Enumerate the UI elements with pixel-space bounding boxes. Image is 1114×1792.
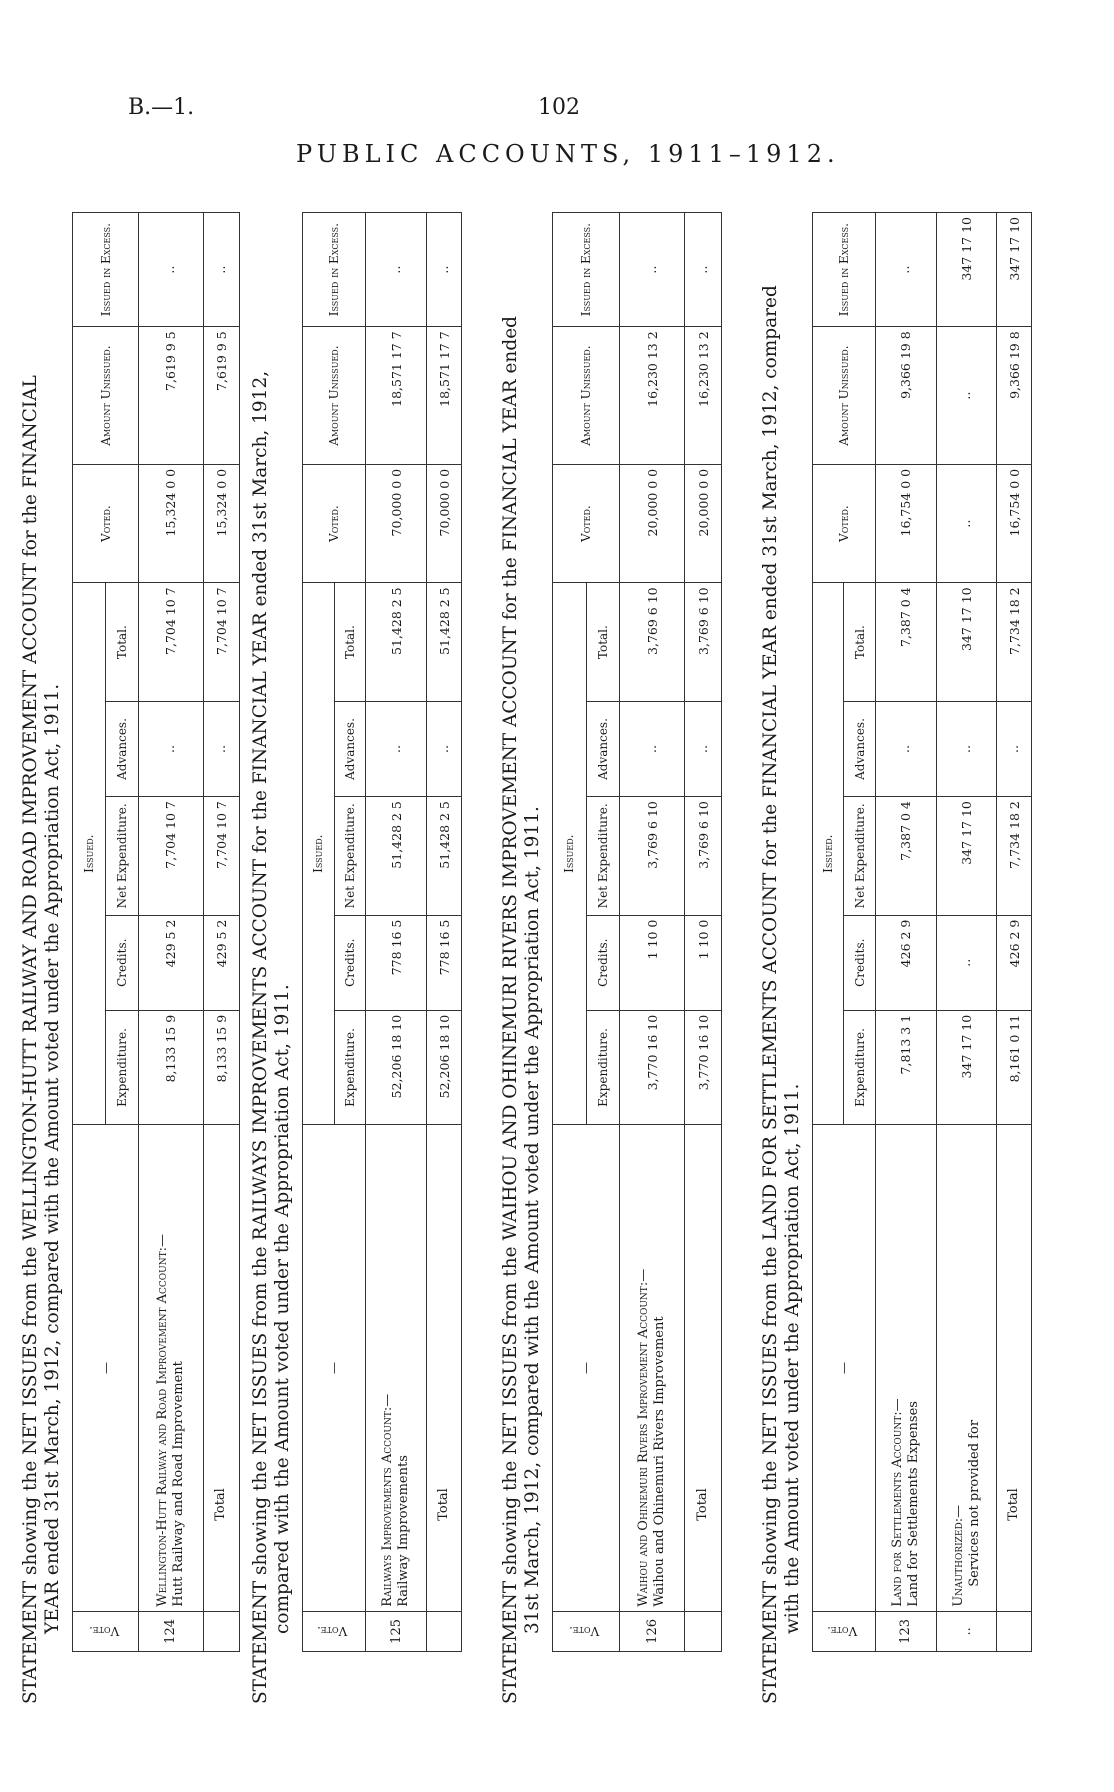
advances-cell: .. [203, 701, 239, 796]
excess-cell: .. [875, 213, 936, 327]
advances-header: Advances. [334, 701, 366, 796]
row-description [936, 1125, 997, 1612]
voted-cell: 70,000 0 0 [427, 464, 462, 583]
statement-4 [760, 200, 1022, 1710]
total-cell: 7,704 10 7 [203, 583, 239, 702]
net-header: Net Expenditure. [334, 797, 366, 916]
vote-number: .. [936, 1611, 997, 1651]
voted-header: Voted. [553, 464, 620, 583]
credits-header: Credits. [844, 915, 875, 1010]
expenditure-cell: 8,161 0 11 [997, 1010, 1032, 1124]
excess-cell: .. [685, 213, 722, 327]
total-label: Total [685, 1125, 722, 1612]
excess-cell: 347 17 10 [997, 213, 1032, 327]
credits-cell: 778 16 5 [427, 915, 462, 1010]
total-header: Total. [106, 583, 139, 702]
credits-cell: 426 2 9 [875, 915, 936, 1010]
vote-header: Vote. [553, 1611, 620, 1651]
net-cell: 7,704 10 7 [139, 797, 203, 916]
excess-cell: 347 17 10 [936, 213, 997, 327]
account-heading: Wellington-Hutt Railway and Road Improvement Account:— [154, 1233, 170, 1607]
advances-cell: .. [997, 701, 1032, 796]
expenditure-cell: 8,133 15 9 [203, 1010, 239, 1124]
expenditure-header: Expenditure. [586, 1010, 620, 1124]
vote-number: 125 [366, 1611, 427, 1651]
statement-3 [500, 200, 711, 1710]
issued-header: Issued. [73, 583, 106, 1125]
voted-header: Voted. [73, 464, 139, 583]
unissued-header: Amount Unissued. [73, 327, 139, 465]
row-label: Waihou and Ohinemuri Rivers Improvement [652, 1316, 668, 1607]
dash-header: — [553, 1125, 620, 1612]
unissued-cell: 9,366 19 8 [997, 327, 1032, 465]
statement-table [552, 212, 722, 1652]
caption-line-2: compared with the Amount voted under the Appropriation Act, 1911. [272, 984, 293, 1634]
statement-2 [250, 200, 452, 1710]
row-description [366, 1125, 427, 1612]
net-cell: 51,428 2 5 [366, 797, 427, 916]
voted-header: Voted. [813, 464, 876, 583]
net-cell: 3,769 6 10 [685, 797, 722, 916]
expenditure-cell: 3,770 16 10 [685, 1010, 722, 1124]
total-cell: 7,734 18 2 [997, 583, 1032, 702]
dash-header: — [73, 1125, 139, 1612]
caption-line-1: STATEMENT showing the NET ISSUES from the RAILWAYS IMPROVEMENTS ACCOUNT for the FINANCIAL YEAR ended 31st March, 1912, [250, 370, 271, 1704]
unissued-header: Amount Unissued. [303, 327, 366, 465]
total-header: Total. [586, 583, 620, 702]
net-header: Net Expenditure. [844, 797, 875, 916]
net-cell: 3,769 6 10 [620, 797, 685, 916]
statement-table [302, 212, 462, 1652]
caption-line-2: 31st March, 1912, compared with the Amount voted under the Appropriation Act, 1911. [522, 806, 543, 1634]
expenditure-cell: 7,813 3 1 [875, 1010, 936, 1124]
total-header: Total. [334, 583, 366, 702]
voted-cell: .. [936, 464, 997, 583]
unissued-cell: 9,366 19 8 [875, 327, 936, 465]
total-row [427, 213, 462, 1652]
table-row [936, 213, 997, 1652]
voted-cell: 15,324 0 0 [203, 464, 239, 583]
total-row [997, 213, 1032, 1652]
advances-header: Advances. [586, 701, 620, 796]
expenditure-header: Expenditure. [844, 1010, 875, 1124]
statement-table [72, 212, 240, 1652]
rotated-statements [20, 200, 1090, 1710]
total-label: Total [203, 1125, 239, 1612]
excess-header: Issued in Excess. [73, 213, 139, 327]
total-cell: 7,387 0 4 [875, 583, 936, 702]
net-header: Net Expenditure. [586, 797, 620, 916]
vote-number: 123 [875, 1611, 936, 1651]
credits-header: Credits. [586, 915, 620, 1010]
net-header: Net Expenditure. [106, 797, 139, 916]
vote-number: 126 [620, 1611, 685, 1651]
page-code: B.—1. [128, 95, 195, 120]
advances-cell: .. [875, 701, 936, 796]
total-label: Total [997, 1125, 1032, 1612]
row-label: Hutt Railway and Road Improvement [170, 1361, 186, 1607]
total-cell: 51,428 2 5 [366, 583, 427, 702]
row-label: Land for Settlements Expenses [905, 1401, 921, 1607]
caption-line-1: STATEMENT showing the NET ISSUES from the WAIHOU AND OHINEMURI RIVERS IMPROVEMENT ACCOUNT for the FINANCIAL YEAR ended [500, 316, 521, 1704]
excess-cell: .. [620, 213, 685, 327]
voted-cell: 16,754 0 0 [997, 464, 1032, 583]
total-cell: 347 17 10 [936, 583, 997, 702]
advances-cell: .. [366, 701, 427, 796]
row-description [620, 1125, 685, 1612]
voted-header: Voted. [303, 464, 366, 583]
net-cell: 7,704 10 7 [203, 797, 239, 916]
unissued-cell: 18,571 17 7 [427, 327, 462, 465]
account-heading: Land for Settlements Account:— [889, 1398, 905, 1607]
table-row [366, 213, 427, 1652]
vote-header: Vote. [73, 1611, 139, 1651]
credits-header: Credits. [106, 915, 139, 1010]
dash-header: — [303, 1125, 366, 1612]
voted-cell: 15,324 0 0 [139, 464, 203, 583]
unissued-cell: 18,571 17 7 [366, 327, 427, 465]
total-label: Total [427, 1125, 462, 1612]
unissued-cell: 7,619 9 5 [139, 327, 203, 465]
issued-header: Issued. [813, 583, 844, 1125]
credits-cell: 429 5 2 [139, 915, 203, 1010]
row-description [139, 1125, 203, 1612]
caption-line-2: with the Amount voted under the Appropriation Act, 1911. [782, 1083, 803, 1634]
voted-cell: 20,000 0 0 [620, 464, 685, 583]
unissued-cell: 16,230 13 2 [685, 327, 722, 465]
unissued-cell: 16,230 13 2 [620, 327, 685, 465]
net-cell: 7,387 0 4 [875, 797, 936, 916]
dash-header: — [813, 1125, 876, 1612]
unissued-header: Amount Unissued. [813, 327, 876, 465]
total-header: Total. [844, 583, 875, 702]
caption-line-1: STATEMENT showing the NET ISSUES from the WELLINGTON-HUTT RAILWAY AND ROAD IMPROVEMENT ACCOUNT for the FINANCIAL [20, 375, 41, 1704]
excess-cell: .. [203, 213, 239, 327]
net-cell: 7,734 18 2 [997, 797, 1032, 916]
unissued-cell: .. [936, 327, 997, 465]
advances-header: Advances. [844, 701, 875, 796]
page-title: PUBLIC ACCOUNTS, 1911–1912. [296, 140, 840, 168]
voted-cell: 20,000 0 0 [685, 464, 722, 583]
caption-line-2: YEAR ended 31st March, 1912, compared with the Amount voted under the Appropriation Act, 1911. [42, 683, 63, 1634]
credits-cell: 1 10 0 [620, 915, 685, 1010]
statement-caption [500, 200, 544, 1710]
excess-header: Issued in Excess. [553, 213, 620, 327]
voted-cell: 70,000 0 0 [366, 464, 427, 583]
total-cell: 3,769 6 10 [685, 583, 722, 702]
expenditure-cell: 52,206 18 10 [427, 1010, 462, 1124]
excess-cell: .. [427, 213, 462, 327]
unissued-header: Amount Unissued. [553, 327, 620, 465]
row-description [875, 1125, 936, 1612]
total-row [203, 213, 239, 1652]
voted-cell: 16,754 0 0 [875, 464, 936, 583]
credits-cell: 1 10 0 [685, 915, 722, 1010]
total-cell: 51,428 2 5 [427, 583, 462, 702]
credits-cell: 429 5 2 [203, 915, 239, 1010]
row-label: Railway Improvements [396, 1455, 412, 1607]
vote-header: Vote. [813, 1611, 876, 1651]
advances-cell: .. [620, 701, 685, 796]
caption-line-1: STATEMENT showing the NET ISSUES from the LAND FOR SETTLEMENTS ACCOUNT for the FINANCIAL YEAR ended 31st March, 1912, compared [760, 285, 781, 1704]
statement-1 [20, 200, 229, 1710]
statement-caption [250, 200, 294, 1710]
expenditure-cell: 52,206 18 10 [366, 1010, 427, 1124]
expenditure-header: Expenditure. [106, 1010, 139, 1124]
expenditure-cell: 3,770 16 10 [620, 1010, 685, 1124]
total-row [685, 213, 722, 1652]
total-cell: 7,704 10 7 [139, 583, 203, 702]
statement-caption [20, 200, 64, 1710]
vote-header: Vote. [303, 1611, 366, 1651]
statement-caption [760, 200, 804, 1710]
credits-cell: .. [936, 915, 997, 1010]
expenditure-cell: 347 17 10 [936, 1010, 997, 1124]
advances-cell: .. [685, 701, 722, 796]
excess-cell: .. [139, 213, 203, 327]
excess-cell: .. [366, 213, 427, 327]
credits-header: Credits. [334, 915, 366, 1010]
credits-cell: 426 2 9 [997, 915, 1032, 1010]
page-number: 102 [538, 95, 580, 120]
unissued-cell: 7,619 9 5 [203, 327, 239, 465]
account-heading: Unauthorized:— [950, 1504, 966, 1607]
account-heading: Railways Improvements Account:— [380, 1393, 396, 1607]
table-row [139, 213, 203, 1652]
excess-header: Issued in Excess. [303, 213, 366, 327]
vote-number: 124 [139, 1611, 203, 1651]
advances-cell: .. [936, 701, 997, 796]
account-heading: Waihou and Ohinemuri Rivers Improvement Account:— [636, 1268, 652, 1607]
issued-header: Issued. [553, 583, 587, 1125]
credits-cell: 778 16 5 [366, 915, 427, 1010]
expenditure-header: Expenditure. [334, 1010, 366, 1124]
table-row [875, 213, 936, 1652]
issued-header: Issued. [303, 583, 335, 1125]
row-label: Services not provided for [966, 1419, 982, 1587]
advances-header: Advances. [106, 701, 139, 796]
expenditure-cell: 8,133 15 9 [139, 1010, 203, 1124]
table-row [620, 213, 685, 1652]
advances-cell: .. [427, 701, 462, 796]
net-cell: 51,428 2 5 [427, 797, 462, 916]
excess-header: Issued in Excess. [813, 213, 876, 327]
total-cell: 3,769 6 10 [620, 583, 685, 702]
advances-cell: .. [139, 701, 203, 796]
net-cell: 347 17 10 [936, 797, 997, 916]
statement-table [812, 212, 1032, 1652]
